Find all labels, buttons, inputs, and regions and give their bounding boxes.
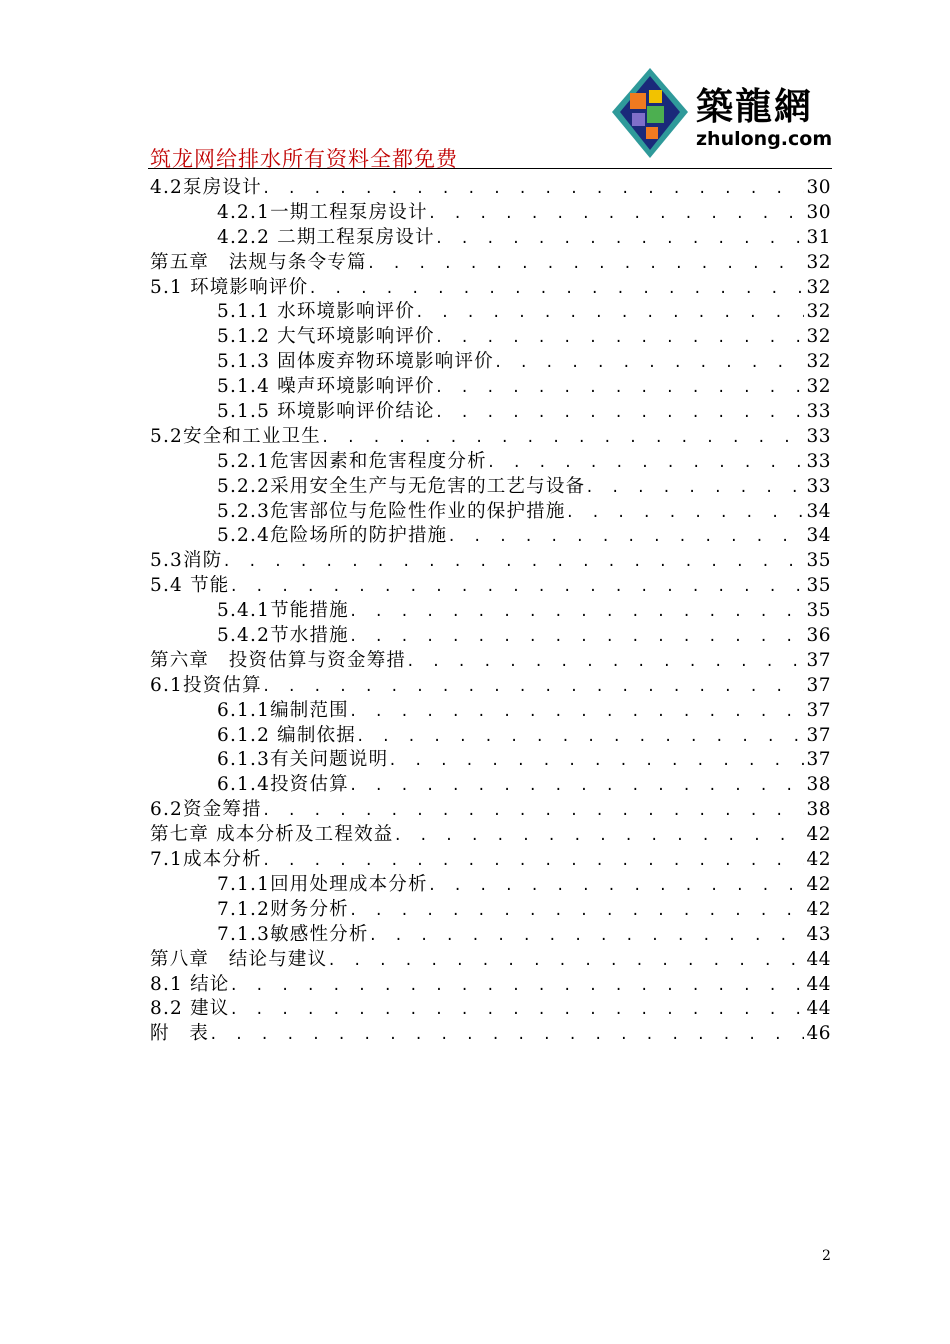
toc-entry-title: 5.1.5 环境影响评价结论	[217, 401, 435, 423]
toc-entry-title: 5.2.2采用安全生产与无危害的工艺与设备	[217, 475, 586, 497]
logo-domain-text: zhulong.com	[696, 128, 833, 150]
toc-leader-dots	[262, 799, 805, 824]
toc-entry[interactable]	[150, 176, 831, 201]
toc-entry[interactable]	[150, 873, 831, 898]
toc-entry[interactable]	[150, 375, 831, 400]
toc-entry-title: 6.2资金筹措	[150, 799, 262, 821]
toc-leader-dots	[435, 227, 805, 252]
toc-entry-title: 5.1 环境影响评价	[150, 276, 309, 298]
toc-entry-title: 5.1.2 大气环境影响评价	[217, 326, 435, 348]
toc-entry-title: 5.4 节能	[150, 575, 230, 597]
toc-entry-title: 第六章 投资估算与资金筹措	[150, 649, 407, 671]
toc-entry-title: 5.1.3 固体废弃物环境影响评价	[217, 351, 494, 373]
toc-entry[interactable]	[150, 1022, 831, 1047]
toc-entry[interactable]	[150, 649, 831, 674]
toc-entry[interactable]	[150, 251, 831, 276]
toc-leader-dots	[321, 426, 805, 451]
logo-chinese-text: 築龍網	[696, 85, 813, 128]
toc-leader-dots	[308, 277, 804, 302]
toc-entry-title: 第五章 法规与条令专篇	[150, 251, 367, 273]
toc-entry-page: 42	[806, 873, 831, 895]
toc-leader-dots	[349, 700, 805, 725]
toc-entry[interactable]	[150, 276, 831, 301]
toc-entry-title: 5.2.1危害因素和危害程度分析	[217, 450, 487, 472]
toc-entry-title: 第八章 结论与建议	[150, 948, 328, 970]
toc-leader-dots	[428, 874, 805, 899]
toc-entry-title: 5.1.1 水环境影响评价	[217, 301, 416, 323]
toc-entry-page: 44	[806, 998, 831, 1020]
toc-leader-dots	[349, 899, 805, 924]
toc-leader-dots	[435, 326, 805, 351]
toc-leader-dots	[349, 600, 805, 625]
table-of-contents	[150, 176, 831, 1047]
toc-entry[interactable]	[150, 549, 831, 574]
toc-entry[interactable]	[150, 724, 831, 749]
toc-entry-title: 4.2.2 二期工程泵房设计	[217, 226, 435, 248]
toc-entry[interactable]	[150, 798, 831, 823]
toc-entry-page: 43	[806, 923, 831, 945]
toc-leader-dots	[209, 1023, 804, 1048]
toc-entry[interactable]	[150, 948, 831, 973]
page-number: 2	[822, 1248, 831, 1264]
toc-entry-page: 32	[806, 376, 831, 398]
toc-entry[interactable]	[150, 823, 831, 848]
toc-entry[interactable]	[150, 923, 831, 948]
toc-leader-dots	[388, 749, 804, 774]
toc-entry-title: 5.2安全和工业卫生	[150, 425, 321, 447]
toc-entry-page: 44	[806, 948, 831, 970]
toc-entry-title: 6.1.2 编制依据	[217, 724, 356, 746]
toc-entry-title: 4.2.1一期工程泵房设计	[217, 201, 428, 223]
toc-entry-page: 31	[806, 226, 831, 248]
toc-entry-page: 37	[806, 749, 831, 771]
toc-leader-dots	[349, 774, 805, 799]
toc-leader-dots	[356, 725, 805, 750]
toc-leader-dots	[435, 376, 805, 401]
toc-entry-page: 32	[806, 326, 831, 348]
toc-leader-dots	[327, 949, 804, 974]
toc-leader-dots	[262, 675, 805, 700]
toc-entry-title: 5.1.4 噪声环境影响评价	[217, 376, 435, 398]
toc-entry-page: 37	[806, 674, 831, 696]
toc-entry-title: 6.1.3有关问题说明	[217, 749, 389, 771]
toc-entry-page: 38	[806, 799, 831, 821]
toc-entry-page: 30	[806, 177, 831, 198]
toc-leader-dots	[415, 301, 804, 326]
toc-entry-page: 42	[806, 849, 831, 871]
toc-leader-dots	[487, 451, 805, 476]
toc-entry-title: 6.1.4投资估算	[217, 774, 349, 796]
toc-entry-page: 42	[806, 898, 831, 920]
toc-leader-dots	[230, 998, 805, 1023]
toc-entry[interactable]	[150, 973, 831, 998]
toc-entry-title: 7.1成本分析	[150, 849, 262, 871]
zhulong-logo[interactable]	[610, 66, 833, 160]
toc-entry-page: 42	[806, 824, 831, 846]
toc-entry[interactable]	[150, 500, 831, 525]
toc-entry[interactable]	[150, 201, 831, 226]
toc-entry-title: 8.1 结论	[150, 973, 230, 995]
toc-entry[interactable]	[150, 425, 831, 450]
toc-entry-title: 7.1.1回用处理成本分析	[217, 873, 428, 895]
toc-entry[interactable]	[150, 599, 831, 624]
toc-entry[interactable]	[150, 997, 831, 1022]
toc-entry-page: 32	[806, 276, 831, 298]
zhulong-diamond-icon	[610, 66, 690, 160]
toc-entry-title: 附 表	[150, 1023, 210, 1045]
toc-leader-dots	[349, 625, 805, 650]
toc-leader-dots	[447, 525, 804, 550]
toc-entry-page: 33	[806, 401, 831, 423]
toc-leader-dots	[566, 501, 805, 526]
toc-leader-dots	[494, 351, 805, 376]
toc-entry-title: 5.2.4危险场所的防护措施	[217, 525, 448, 547]
toc-entry-page: 46	[806, 1023, 831, 1045]
toc-entry-title: 8.2 建议	[150, 998, 230, 1020]
toc-entry[interactable]	[150, 350, 831, 375]
toc-entry-title: 第七章 成本分析及工程效益	[150, 824, 394, 846]
toc-entry[interactable]	[150, 699, 831, 724]
toc-leader-dots	[369, 924, 805, 949]
toc-entry-page: 32	[806, 301, 831, 323]
toc-entry-title: 5.3消防	[150, 550, 223, 572]
toc-leader-dots	[428, 202, 805, 227]
toc-entry[interactable]	[150, 574, 831, 599]
toc-entry[interactable]	[150, 226, 831, 251]
toc-leader-dots	[393, 824, 804, 849]
toc-entry-page: 37	[806, 724, 831, 746]
toc-entry[interactable]	[150, 898, 831, 923]
toc-entry-page: 35	[806, 575, 831, 597]
toc-entry[interactable]	[150, 325, 831, 350]
header-divider	[148, 168, 832, 169]
toc-entry-page: 44	[806, 973, 831, 995]
toc-entry-title: 6.1投资估算	[150, 674, 262, 696]
toc-entry[interactable]	[150, 624, 831, 649]
toc-entry[interactable]	[150, 773, 831, 798]
toc-entry-title: 6.1.1编制范围	[217, 699, 349, 721]
toc-entry-page: 34	[806, 500, 831, 522]
toc-entry-title: 4.2泵房设计	[150, 177, 262, 198]
toc-leader-dots	[435, 401, 805, 426]
toc-leader-dots	[367, 252, 805, 277]
toc-entry-page: 32	[806, 351, 831, 373]
toc-leader-dots	[406, 650, 804, 675]
toc-entry-title: 5.4.1节能措施	[217, 600, 349, 622]
toc-entry-page: 37	[806, 699, 831, 721]
toc-entry[interactable]	[150, 450, 831, 475]
toc-entry-page: 36	[806, 625, 831, 647]
toc-leader-dots	[222, 550, 804, 575]
toc-entry-title: 7.1.3敏感性分析	[217, 923, 369, 945]
toc-entry[interactable]	[150, 475, 831, 500]
toc-entry-page: 38	[806, 774, 831, 796]
toc-entry-page: 33	[806, 475, 831, 497]
toc-leader-dots	[585, 476, 804, 501]
toc-entry-page: 30	[806, 201, 831, 223]
toc-entry[interactable]	[150, 674, 831, 699]
toc-entry-page: 33	[806, 425, 831, 447]
toc-entry-title: 5.2.3危害部位与危险性作业的保护措施	[217, 500, 566, 522]
toc-leader-dots	[262, 849, 805, 874]
toc-entry[interactable]	[150, 748, 831, 773]
toc-entry[interactable]	[150, 400, 831, 425]
toc-entry-page: 35	[806, 600, 831, 622]
toc-entry[interactable]	[150, 300, 831, 325]
toc-entry[interactable]	[150, 524, 831, 549]
toc-entry-page: 35	[806, 550, 831, 572]
toc-leader-dots	[262, 177, 805, 202]
toc-leader-dots	[230, 974, 805, 999]
toc-entry-page: 34	[806, 525, 831, 547]
toc-entry-title: 7.1.2财务分析	[217, 898, 349, 920]
toc-leader-dots	[230, 575, 805, 600]
toc-entry-page: 37	[806, 649, 831, 671]
toc-entry[interactable]	[150, 848, 831, 873]
toc-entry-title: 5.4.2节水措施	[217, 625, 349, 647]
toc-entry-page: 33	[806, 450, 831, 472]
header-slogan: 筑龙网给排水所有资料全都免费	[150, 147, 458, 171]
toc-entry-page: 32	[806, 251, 831, 273]
